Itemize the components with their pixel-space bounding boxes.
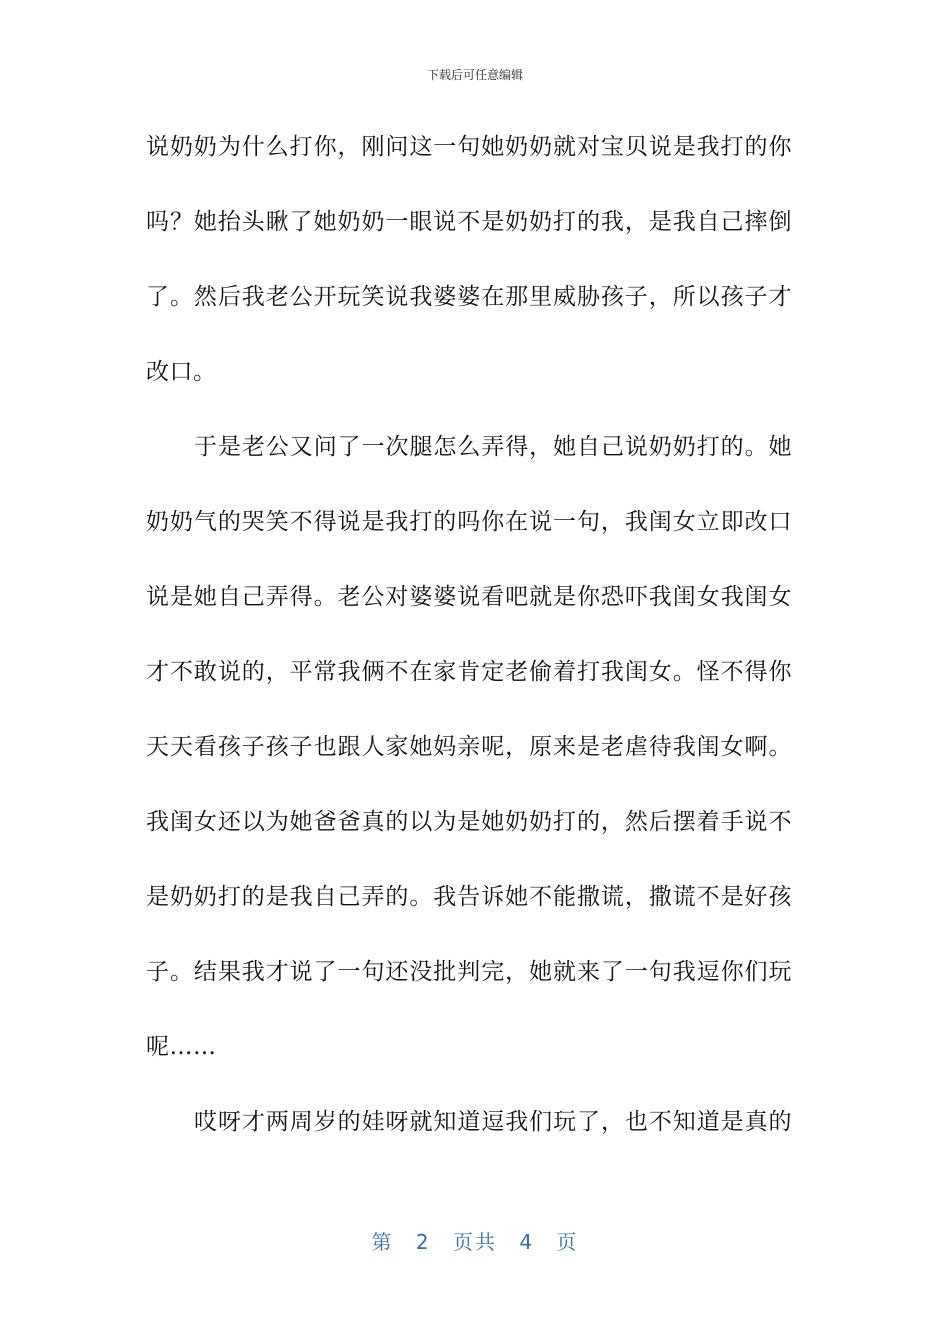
- body-text: [146, 128, 792, 1178]
- page-header: 下载后可任意编辑: [426, 68, 523, 82]
- text-line: 说奶奶为什么打你，刚问这一句她奶奶就对宝贝说是我打的你: [146, 134, 792, 160]
- text-line: 说是她自己弄得。老公对婆婆说看吧就是你恐吓我闺女我闺女: [146, 584, 792, 610]
- page-footer: 第 2 页共 4 页: [371, 1230, 579, 1254]
- text-line: 我闺女还以为她爸爸真的以为是她奶奶打的，然后摆着手说不: [146, 809, 792, 835]
- text-line: 改口。: [146, 359, 217, 385]
- text-line: 哎呀才两周岁的娃呀就知道逗我们玩了，也不知道是真的: [194, 1109, 792, 1135]
- text-line: 天天看孩子孩子也跟人家她妈亲呢，原来是老虐待我闺女啊。: [146, 734, 792, 760]
- text-line: 子。结果我才说了一句还没批判完，她就来了一句我逗你们玩: [146, 959, 792, 985]
- text-line: 于是老公又问了一次腿怎么弄得，她自己说奶奶打的。她: [194, 434, 792, 460]
- text-line: 才不敢说的，平常我俩不在家肯定老偷着打我闺女。怪不得你: [146, 659, 792, 685]
- text-line: 是奶奶打的是我自己弄的。我告诉她不能撒谎，撒谎不是好孩: [146, 884, 792, 910]
- text-line: 吗？她抬头瞅了她奶奶一眼说不是奶奶打的我，是我自己摔倒: [146, 209, 792, 235]
- text-line: 呢……: [146, 1034, 217, 1060]
- text-line: 了。然后我老公开玩笑说我婆婆在那里威胁孩子，所以孩子才: [146, 284, 792, 310]
- text-line: 奶奶气的哭笑不得说是我打的吗你在说一句，我闺女立即改口: [146, 509, 792, 535]
